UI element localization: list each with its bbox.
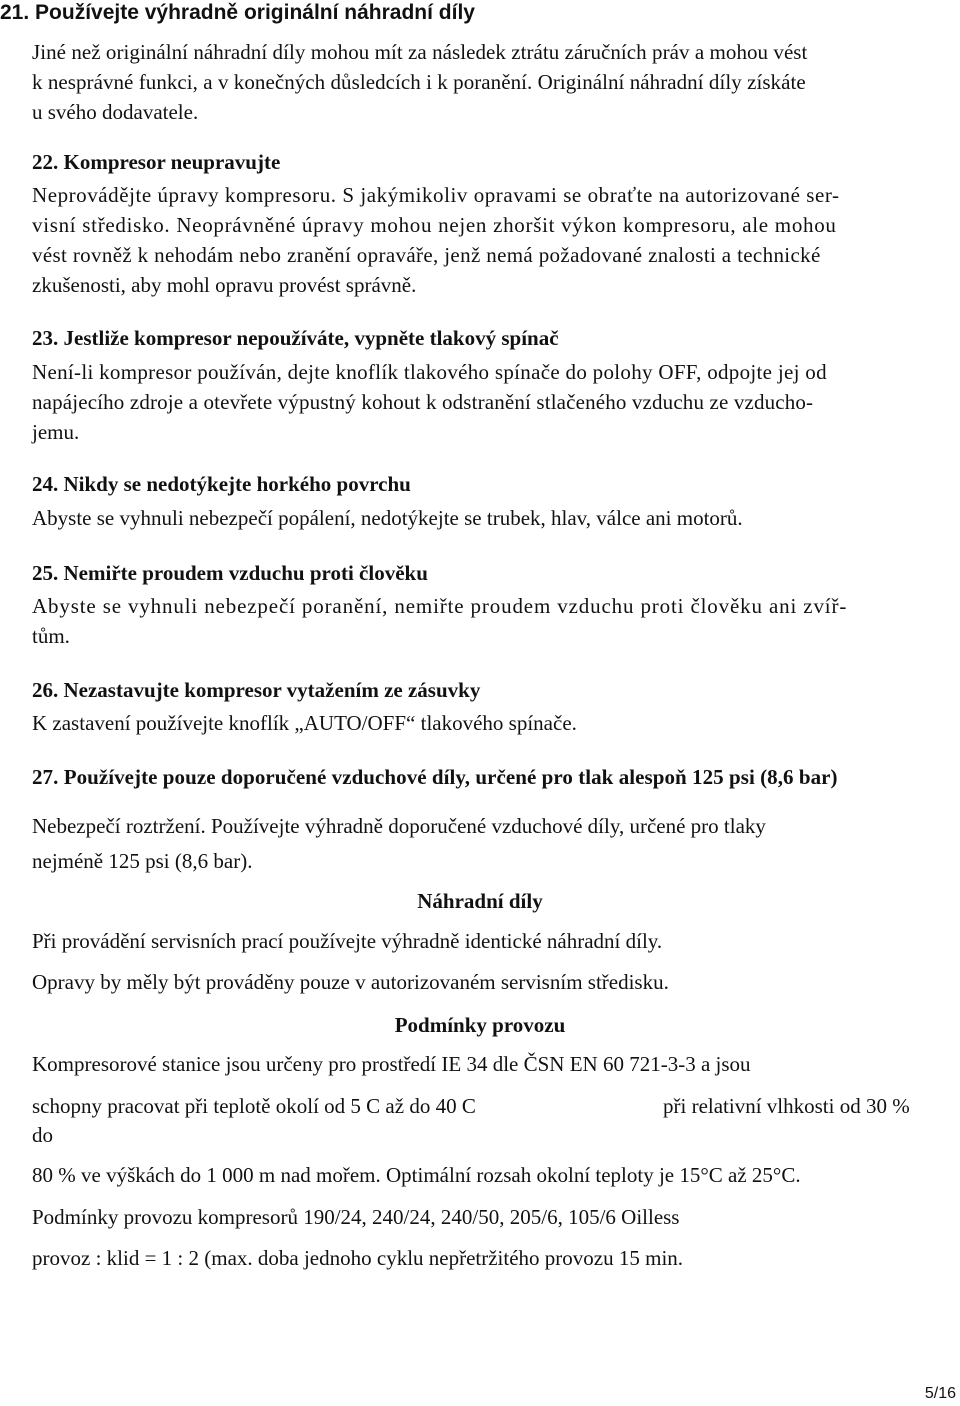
text-line: K zastavení používejte knoflík „AUTO/OFF“ tlakového spínače. (32, 711, 577, 735)
text-line: visní středisko. Neoprávněné úpravy mohou nejen zhoršit výkon kompresoru, ale mohou (32, 213, 837, 237)
text-line: tům. (32, 624, 70, 648)
section-26-body (32, 708, 577, 738)
section-title: Používejte pouze doporučené vzduchové díly, určené pro tlak alespoň 125 psi (8,6 bar) (63, 765, 838, 789)
section-21-body (32, 37, 956, 127)
text-line: Není-li kompresor používán, dejte knoflík tlakového spínače do polohy OFF, odpojte jej od (32, 360, 827, 384)
text-line: Jiné než originální náhradní díly mohou mít za následek ztrátu záručních práv a mohou vést (32, 40, 808, 64)
conditions-line-6: provoz : klid = 1 : 2 (max. doba jednoho cyklu nepřetržitého provozu 15 min. (32, 1246, 684, 1270)
section-number: 26. (32, 678, 59, 702)
conditions-line-1: Kompresorové stanice jsou určeny pro prostředí IE 34 dle ČSN EN 60 721-3-3 a jsou (32, 1052, 751, 1076)
section-21-heading (0, 0, 475, 26)
section-title: Kompresor neupravujte (63, 150, 281, 174)
operating-conditions-title: Podmínky provozu (394, 1013, 566, 1037)
section-27-body (32, 809, 766, 879)
section-number: 21. (0, 1, 30, 24)
section-number: 23. (32, 326, 59, 350)
text-line: Abyste se vyhnuli nebezpečí poranění, nemiřte proudem vzduchu proti člověku ani zvíř- (32, 594, 848, 618)
section-22-body (32, 180, 956, 300)
page-number: 5/16 (924, 1385, 956, 1402)
section-27-heading (32, 764, 838, 790)
text-line: k nesprávné funkci, a v konečných důsledcích i k poranění. Originální náhradní díly získáte (32, 70, 806, 94)
section-22-heading (32, 149, 280, 175)
section-title: Nemiřte proudem vzduchu proti člověku (63, 561, 428, 585)
conditions-line-3: do (32, 1123, 53, 1147)
text-line: u svého dodavatele. (32, 100, 199, 124)
section-23-body (32, 357, 956, 447)
section-number: 24. (32, 472, 59, 496)
spare-parts-paragraph-1: Při provádění servisních prací používejte výhradně identické náhradní díly. (32, 929, 663, 953)
section-number: 22. (32, 150, 59, 174)
spare-parts-title: Náhradní díly (417, 889, 543, 913)
section-number: 27. (32, 765, 59, 789)
text-line: nejméně 125 psi (8,6 bar). (32, 849, 253, 873)
spare-parts-paragraph-2: Opravy by měly být prováděny pouze v autorizovaném servisním středisku. (32, 970, 669, 994)
conditions-line-2a: schopny pracovat při teplotě okolí od 5 C až do 40 C (32, 1094, 476, 1118)
section-25-heading (32, 560, 428, 586)
text-line: Neprovádějte úpravy kompresoru. S jakýmikoliv opravami se obraťte na autorizované ser- (32, 183, 840, 207)
text-line: zkušenosti, aby mohl opravu provést správně. (32, 273, 417, 297)
conditions-line-2b: při relativní vlhkosti od 30 % (663, 1094, 910, 1118)
section-23-heading (32, 325, 559, 351)
section-number: 25. (32, 561, 59, 585)
section-title: Jestliže kompresor nepoužíváte, vypněte tlakový spínač (63, 326, 559, 350)
text-line: Abyste se vyhnuli nebezpečí popálení, nedotýkejte se trubek, hlav, válce ani motorů. (32, 506, 743, 530)
section-24-heading (32, 471, 411, 497)
section-title: Používejte výhradně originální náhradní díly (35, 1, 475, 24)
conditions-line-5: Podmínky provozu kompresorů 190/24, 240/24, 240/50, 205/6, 105/6 Oilless (32, 1205, 680, 1229)
section-title: Nikdy se nedotýkejte horkého povrchu (63, 472, 411, 496)
section-25-body (32, 591, 956, 651)
text-line: jemu. (32, 420, 80, 444)
conditions-line-4: 80 % ve výškách do 1 000 m nad mořem. Optimální rozsah okolní teploty je 15°C až 25°C. (32, 1163, 801, 1187)
section-24-body (32, 503, 743, 533)
text-line: vést rovněž k nehodám nebo zranění opraváře, jenž nemá požadované znalosti a technické (32, 243, 821, 267)
text-line: Nebezpečí roztržení. Používejte výhradně doporučené vzduchové díly, určené pro tlaky (32, 814, 766, 838)
section-26-heading (32, 677, 480, 703)
section-title: Nezastavujte kompresor vytažením ze zásuvky (63, 678, 481, 702)
text-line: napájecího zdroje a otevřete výpustný kohout k odstranění stlačeného vzduchu ze vzducho- (32, 390, 814, 414)
